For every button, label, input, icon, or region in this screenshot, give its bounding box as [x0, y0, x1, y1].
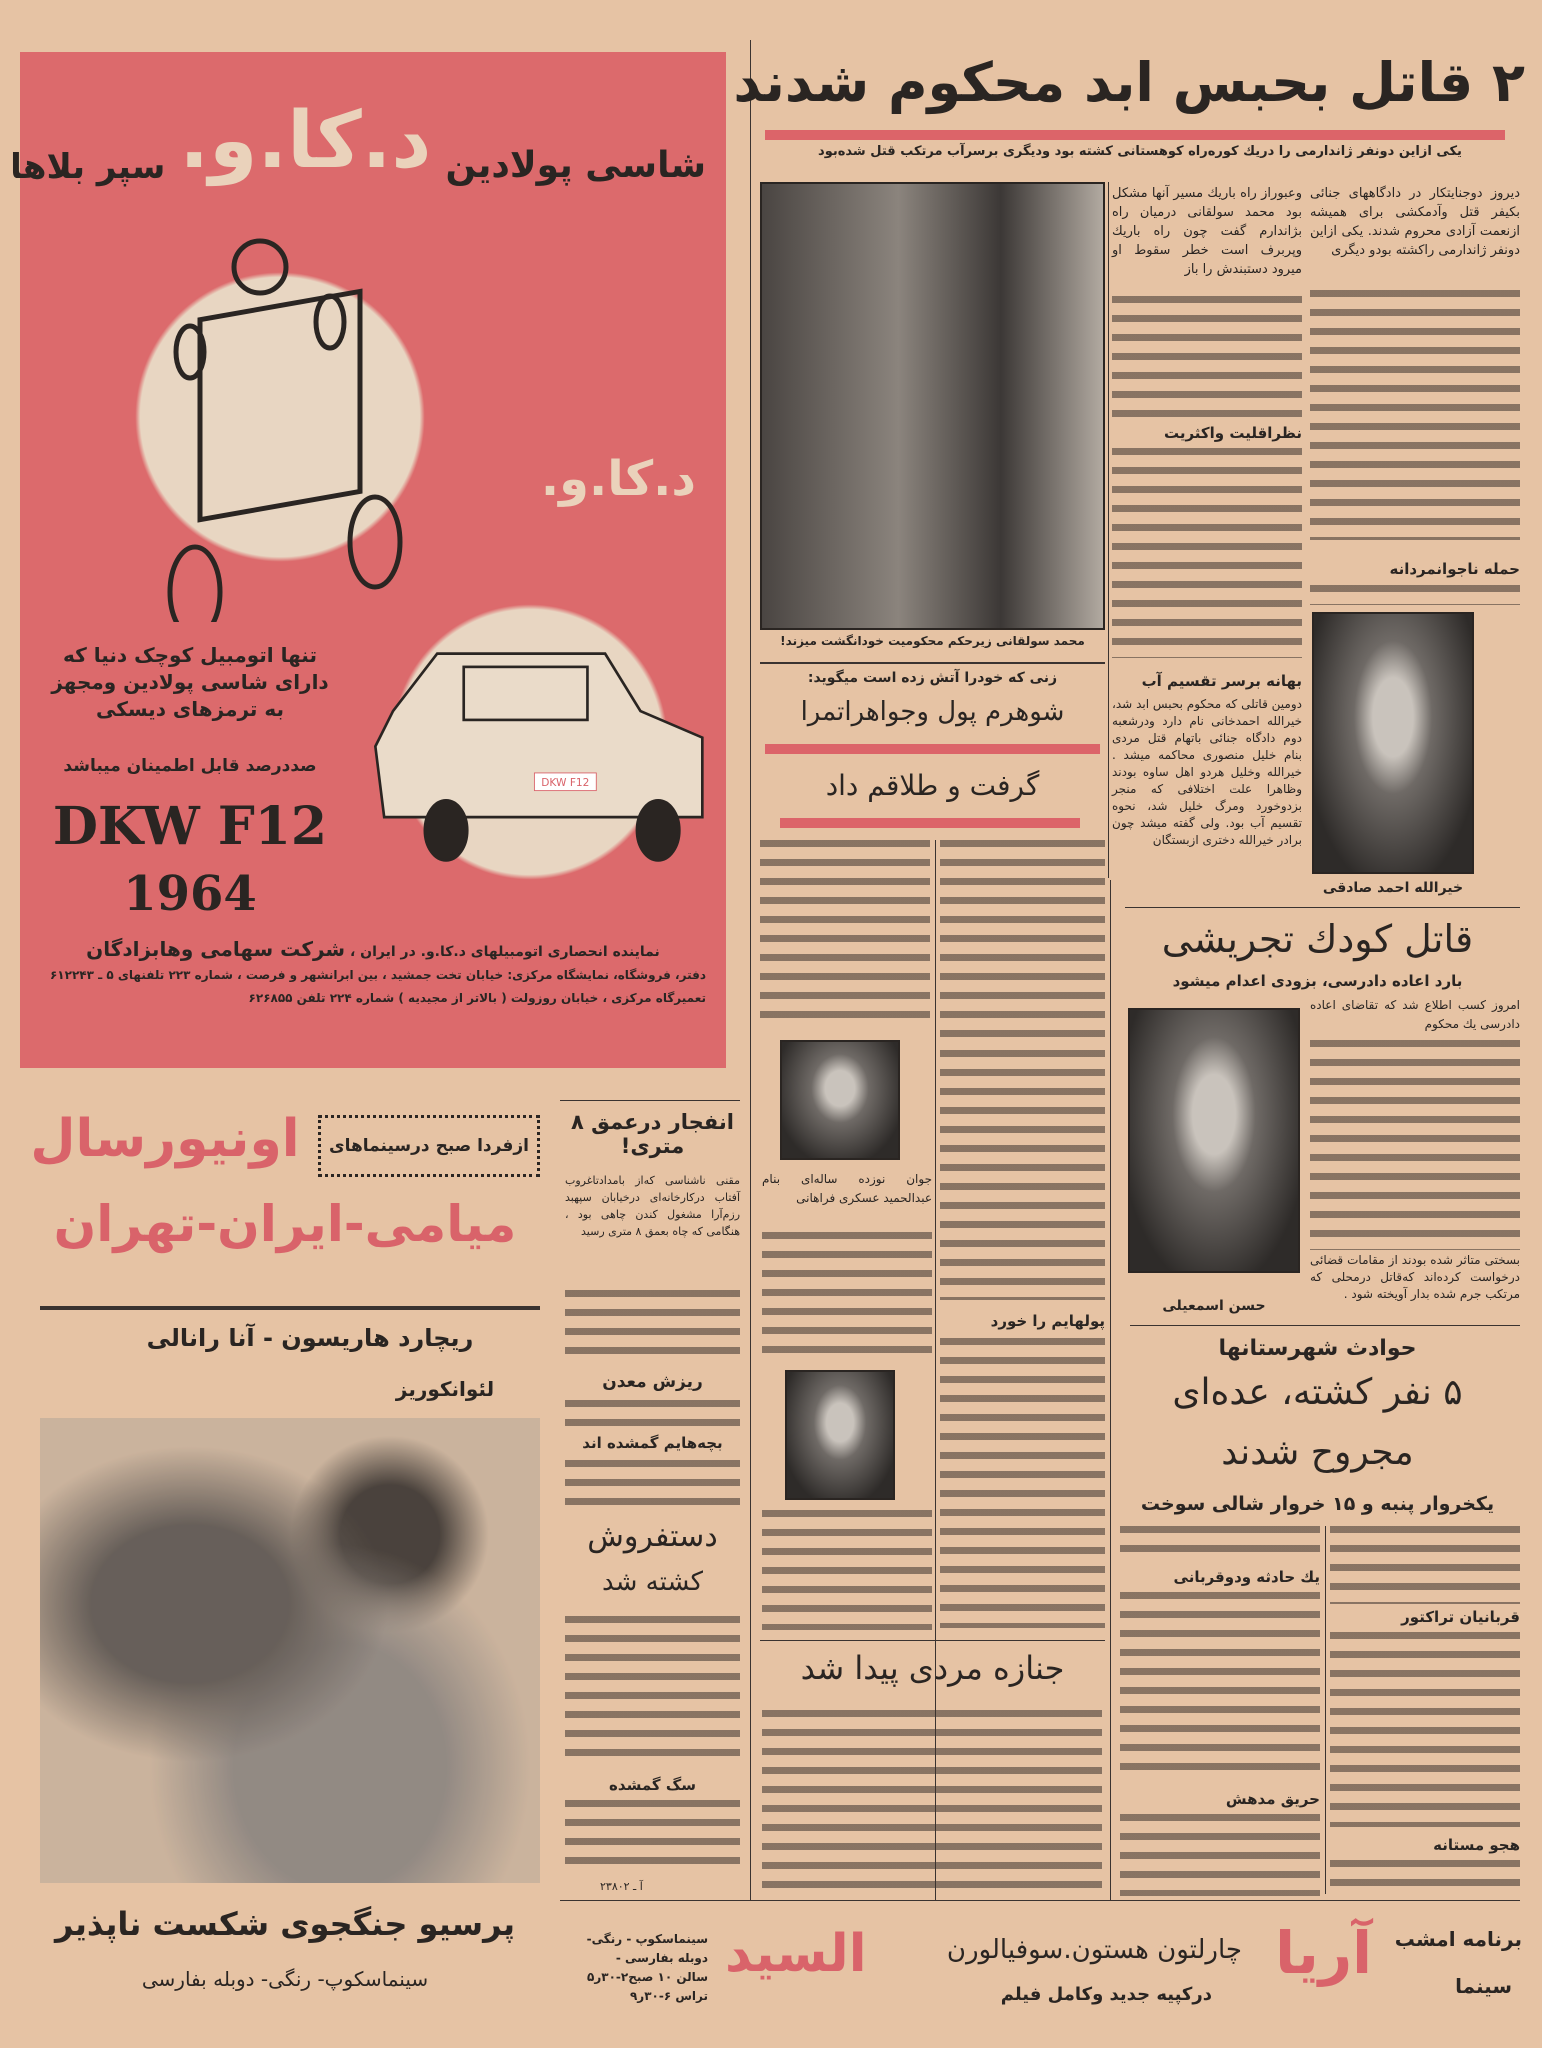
- ad-year: 1964: [123, 866, 257, 922]
- ad-tagline-right: شاسی پولادین: [445, 145, 706, 187]
- cinema-box-text: ازفردا صبح درسینماهای: [329, 1136, 529, 1156]
- aria-program: برنامه امشب: [1394, 1927, 1522, 1951]
- aria-copy: درکپیه جدید وکامل فیلم: [1000, 1984, 1212, 2005]
- subhead-drunk: هجو مستانه: [1433, 1836, 1520, 1854]
- film-title: پرسیو جنگجوی شکست ناپذیر: [54, 1905, 516, 1943]
- photo-missing-man: [785, 1370, 895, 1500]
- subhead-kids: بچه‌هایم گمشده اند: [582, 1434, 723, 1452]
- subhead-minority: نظراقلیت واکثریت: [1163, 424, 1302, 442]
- aria-info-3: سالن ۱۰ صبح۲-۳۰ر۵: [587, 1970, 708, 1984]
- cinema-names: میامی-ایران-تهران: [53, 1195, 517, 1253]
- film-star-2: لئوانکوریز: [395, 1377, 495, 1401]
- aria-film: السید: [725, 1924, 867, 1984]
- woman-body-text: [940, 1338, 1105, 1628]
- column-divider: [1110, 880, 1111, 1900]
- portrait-kheirollah: [1312, 612, 1474, 874]
- car-drawing-icon: [340, 572, 720, 912]
- ad-company: شرکت سهامی وهابزادگان: [86, 937, 346, 961]
- body-text: [762, 1510, 932, 1630]
- column-divider: [1325, 1526, 1326, 1894]
- divider: [40, 1306, 540, 1310]
- provinces-headline-2: مجروح شدند: [1221, 1432, 1414, 1473]
- chassis-drawing-icon: [130, 212, 430, 622]
- divider: [760, 662, 1105, 664]
- lead-body-text: [1310, 290, 1520, 540]
- vendor-headline-1: دستفروش: [587, 1519, 718, 1554]
- lead-body-text: [1310, 585, 1520, 605]
- water-paragraph: دومین قاتلی که محکوم بحبس ابد شد، خیرالله احمدخانی نام دارد ودرشعبه دوم دادگاه جنائی باتهام قتل مردی بنام خلیل منصوری محاکمه میشد . خیرالله وخلیل هردو اهل ساوه بودند وظاهرا علت اختلافی که منجر بزدوخورد ومرگ خلیل شد، نحوه تقسیم آب بود. ولی گفته میشد چون برادر خیرالله دختری ازبستگان: [1112, 697, 1302, 847]
- lead-body-text: [1112, 448, 1302, 658]
- aria-info-4: تراس ۶-۳۰ر۹: [629, 1989, 708, 2003]
- subhead-attack: حمله ناجوانمردانه: [1389, 560, 1520, 578]
- portrait-caption: خیرالله احمد صادقی: [1322, 880, 1464, 896]
- subhead-mine: ریزش معدن: [602, 1372, 703, 1392]
- woman-headline-2: گرفت و طلاقم داد: [825, 769, 1040, 802]
- body-found-headline: جنازه مردی پیدا شد: [800, 1649, 1065, 1687]
- aria-info: [568, 1930, 708, 2006]
- woman-body-text: [940, 1050, 1105, 1300]
- explosion-body-text: [565, 1460, 740, 1516]
- subhead-tractor: قربانیان تراکتور: [1401, 1608, 1520, 1626]
- ad-address-1: دفتر، فروشگاه، نمایشگاه مرکزی: خیابان تخت جمشید ، بین ابرانشهر و فرصت ، شماره ۲۲۳ تلفنهای ۵ ـ ۶۱۲۲۴۳: [49, 968, 706, 982]
- car-illustration: [340, 572, 720, 912]
- chassis-illustration: [130, 212, 430, 622]
- divider: [560, 1100, 740, 1101]
- ad-tagline-left: سپر بلاها: [10, 146, 166, 187]
- child-killer-headline: قاتل کودك تجریشی: [1161, 917, 1474, 961]
- provinces-kicker: حوادث شهرستانها: [1218, 1336, 1417, 1361]
- cinema-universal: اونیورسال: [30, 1109, 300, 1169]
- divider: [560, 1900, 1520, 1901]
- child-killer-body-text: [1310, 1040, 1520, 1250]
- provinces-body-text: [1330, 1860, 1520, 1896]
- lead-body-text: [1112, 296, 1302, 420]
- provinces-headline-1: ۵ نفر کشته، عده‌ای: [1172, 1372, 1463, 1413]
- subhead-fire: حریق مدهش: [1225, 1790, 1320, 1808]
- dog-body-text: [565, 1800, 740, 1870]
- lead-paragraph-2: وعبوراز راه باریك مسیر آنها مشکل بود محمد سولقانی درمیان راه بژاندارم گفت چون راه باریك وپربرف است خطر سقوط او میرود دستبندش را باز: [1112, 186, 1302, 277]
- vendor-body-text: [565, 1616, 740, 1766]
- child-killer-subhead: بارد اعاده دادرسی، بزودی اعدام میشود: [1172, 972, 1463, 990]
- aria-info-2: دوبله بفارسی -: [615, 1951, 708, 1965]
- ad-footer: [40, 937, 706, 1007]
- photo-abdolhamid-caption: جوان نوزده ساله‌ای بنام عبدالحمید عسکری فراهانی: [762, 1172, 932, 1205]
- headline-underline: [765, 744, 1100, 754]
- aria-cinema: سینما: [1455, 1974, 1512, 1998]
- divider: [1125, 907, 1520, 908]
- divider: [1130, 1325, 1520, 1326]
- woman-headline-1: شوهرم پول وجواهراتمرا: [800, 697, 1065, 727]
- child-killer-paragraph-end: بسختی متاثر شده بودند از مقامات قضائی درخواست کرده‌اند که‌قاتل درمحلی که مرتکب جرم شده بدار آویخته شود .: [1310, 1253, 1520, 1301]
- aria-cast: چارلتون هستون.سوفیالورن: [946, 1935, 1242, 1965]
- explosion-paragraph: مقنی ناشناسی که‌از بامدادتاغروب آفتاب درکارخانه‌ای درخیابان سپهبد رزم‌آرا مشغول کندن چاهی بود ، هنگامی که چاه بعمق ۸ متری رسید: [565, 1174, 740, 1238]
- ad-model: DKW F12: [52, 796, 328, 857]
- child-killer-paragraph: امروز کسب اطلاع شد که تقاضای اعاده دادرسی یك محکوم: [1310, 998, 1520, 1031]
- ad-brand: د.کا.و.: [179, 96, 432, 186]
- ad-agent: [40, 937, 706, 961]
- subhead-dog: سگ گمشده: [609, 1776, 696, 1794]
- explosion-headline: انفجار درعمق ۸ متری!: [571, 1110, 734, 1159]
- ad-code: آ ـ ۲۳۸۰۲: [600, 1880, 643, 1893]
- dkw-advertisement: [10, 52, 726, 1068]
- photo-abdolhamid: [780, 1040, 900, 1160]
- provinces-body-text: [1120, 1526, 1320, 1564]
- headline-underline: [780, 818, 1080, 828]
- ad-brand-2: د.کا.و.: [540, 451, 696, 507]
- provinces-body-text: [1120, 1814, 1320, 1896]
- provinces-body-text: [1330, 1526, 1520, 1604]
- lead-paragraph-1: دیروز دوجنایتکار در دادگاههای جنائی بکیفر قتل وآدمکشی برای همیشه ازنعمت آزادی محروم شدند. یکی ازاین دونفر ژاندارمی راکشته بودو دیگری: [1310, 186, 1520, 258]
- lead-subhead: یکی ازاین دونفر ژاندارمی را دریك کوره‌راه کوهستانی کشته بود ودیگری برسرآب مرتکب قتل شده‌بود: [818, 144, 1462, 159]
- lead-photo: [760, 182, 1105, 630]
- divider: [760, 1640, 1105, 1641]
- body-text: [762, 1232, 932, 1362]
- ad-top-row: [10, 96, 706, 187]
- column-divider: [1108, 182, 1109, 878]
- subhead-water: بهانه برسر تقسیم آب: [1141, 672, 1302, 690]
- lead-photo-caption: محمد سولقانی زیرحکم محکومیت خودانگشت میزند!: [780, 634, 1085, 648]
- film-info: سینماسکوپ- رنگی- دوبله بفارسی: [141, 1967, 429, 1991]
- provinces-body-text: [1330, 1632, 1520, 1827]
- provinces-subhead: یکخروار پنبه و ۱۵ خروار شالی سوخت: [1140, 1493, 1495, 1515]
- car-plate: DKW F12: [541, 777, 590, 790]
- aria-name: آریا: [1275, 1919, 1372, 1987]
- explosion-body-text: [565, 1290, 740, 1362]
- provinces-body-text: [1120, 1592, 1320, 1782]
- explosion-body-text: [565, 1400, 740, 1428]
- ad-claim-2: صددرصد قابل اطمینان میباشد: [63, 756, 317, 776]
- vendor-headline-2: کشته شد: [601, 1567, 704, 1597]
- body-found-text: [762, 1710, 1102, 1895]
- lead-headline: ۲ قاتل بحبس ابد محکوم شدند: [733, 51, 1525, 114]
- ad-address-2: تعمیرگاه مرکزی ، خیابان روزولت ( بالاتر از مجیدیه ) شماره ۲۲۴ تلفن ۶۲۶۸۵۵: [248, 991, 706, 1005]
- woman-body-text: [940, 840, 1105, 1040]
- woman-body-text: [760, 840, 930, 1030]
- portrait-hasan: [1128, 1008, 1300, 1273]
- cinema-box: [318, 1115, 540, 1177]
- aria-info-1: سینماسکوپ - رنگی-: [586, 1932, 708, 1946]
- woman-kicker: زنی که خودرا آتش زده است میگوید:: [807, 670, 1058, 686]
- film-poster-illustration: [40, 1418, 540, 1883]
- ad-claim: تنها اتومبیل کوچک دنیا که دارای شاسی پولادین ومجهز به ترمزهای دیسکی: [51, 643, 329, 721]
- headline-underline: [765, 130, 1505, 140]
- ad-agent-text: نماینده انحصاری اتومبیلهای د.کا.و. در ایران ،: [349, 944, 660, 960]
- subhead-accident: یك حادثه ودوقربانی: [1173, 1568, 1320, 1586]
- subhead-money: پولهایم را خورد: [990, 1312, 1105, 1330]
- column-divider: [750, 40, 751, 1900]
- film-stars: ریچارد هاریسون - آنا رانالی: [146, 1324, 474, 1352]
- portrait-hasan-caption: حسن اسمعیلی: [1162, 1298, 1266, 1314]
